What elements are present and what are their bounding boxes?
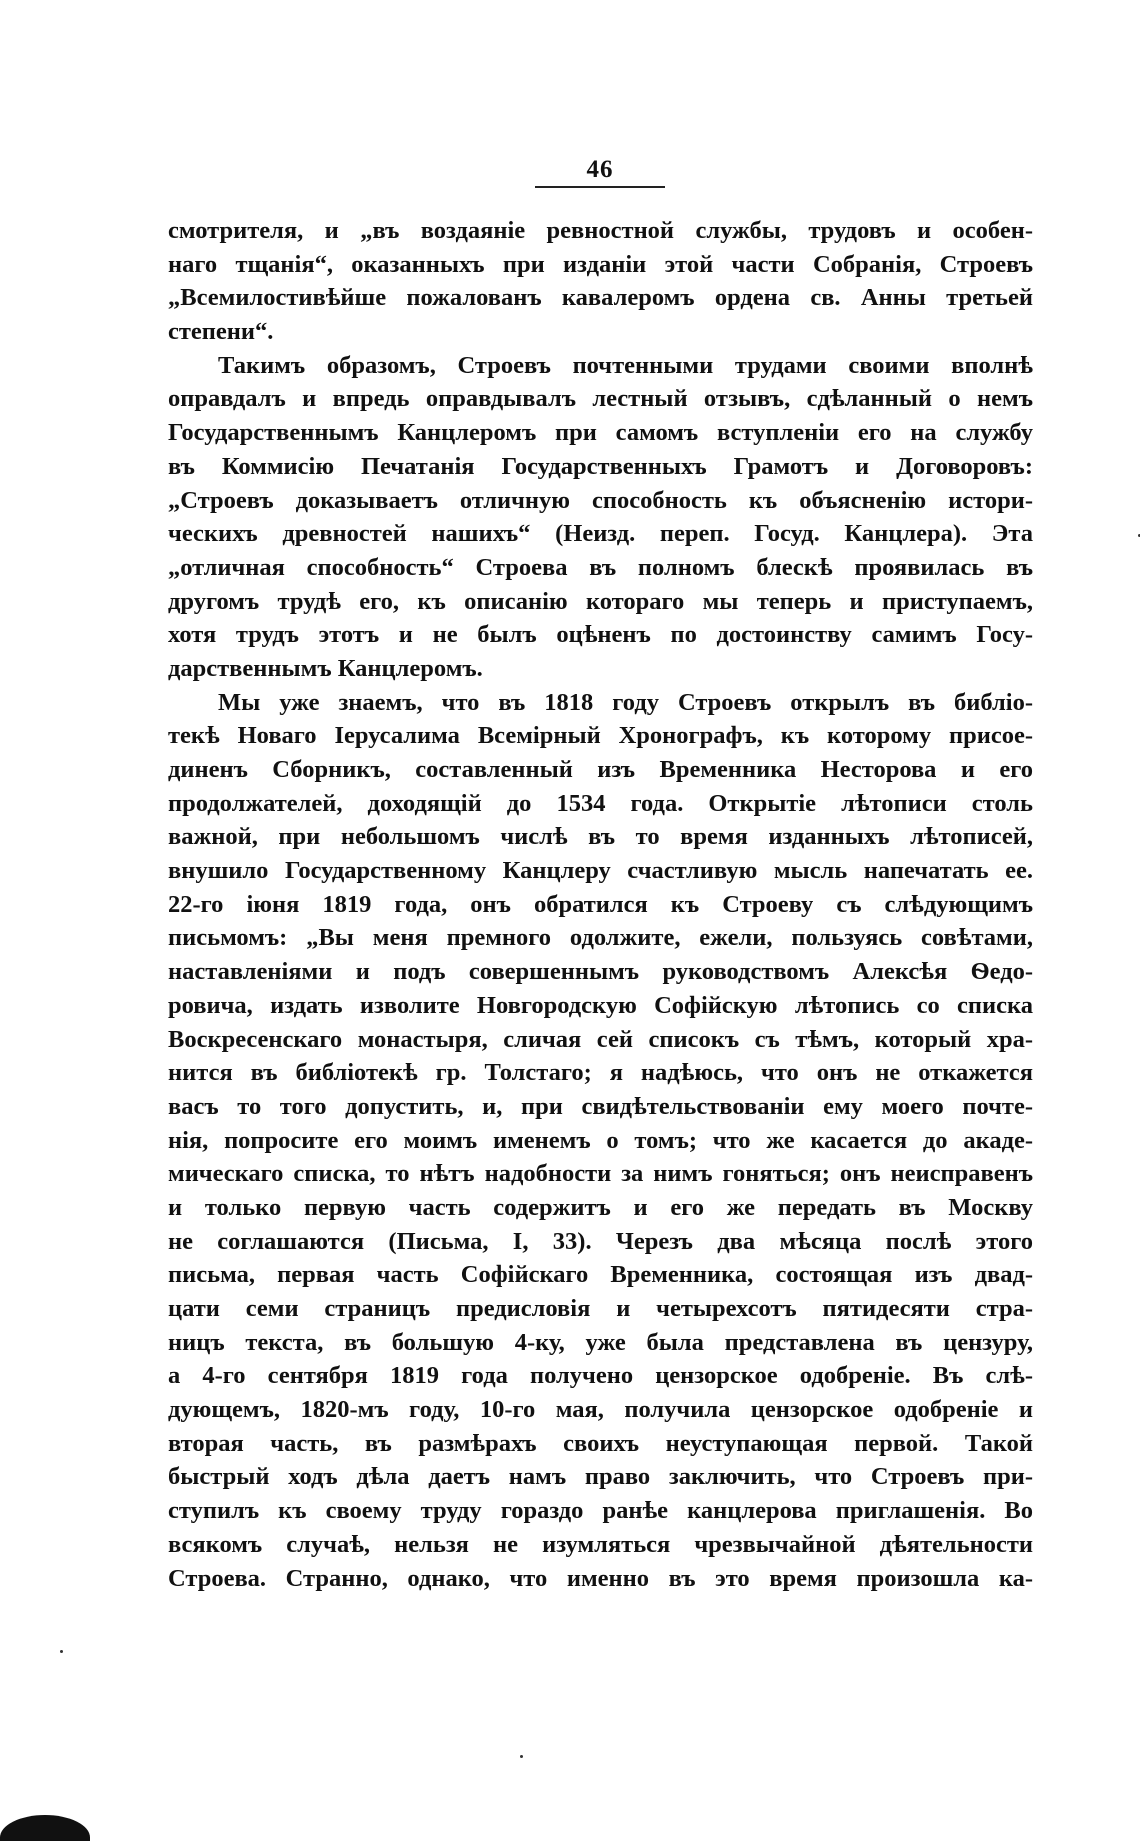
text-line: всякомъ случаѣ, нельзя не изумляться чрезвычайной дѣятельности <box>168 1530 1033 1558</box>
scan-speck <box>60 1650 63 1653</box>
text-line: ровича, издать изволите Новгородскую Софійскую лѣтопись со списка <box>168 991 1033 1019</box>
text-line: нія, попросите его моимъ именемъ о томъ; что же касается до акаде- <box>168 1126 1033 1154</box>
text-line: вторая часть, въ размѣрахъ своихъ неуступающая первой. Такой <box>168 1429 1033 1457</box>
text-line: текѣ Новаго Іерусалима Всемірный Хронографъ, къ которому присое- <box>168 722 1033 750</box>
page-number: 46 <box>586 156 614 183</box>
text-line: „отличная способность“ Строева въ полномъ блескѣ проявилась въ <box>168 553 1033 581</box>
text-line: „Строевъ доказываетъ отличную способность къ объясненію истори- <box>168 486 1033 514</box>
text-line: „Всемилостивѣйше пожалованъ кавалеромъ ордена св. Анны третьей <box>168 284 1033 312</box>
text-line: ступилъ къ своему труду гораздо ранѣе канцлерова приглашенія. Во <box>168 1497 1033 1525</box>
text-line: цати семи страницъ предисловія и четырехсотъ пятидесяти стра- <box>168 1295 1033 1322</box>
text-line: не соглашаются (Письма, I, 33). Черезъ два мѣсяца послѣ этого <box>168 1227 1033 1255</box>
text-line: Мы уже знаемъ, что въ 1818 году Строевъ открылъ въ библіо- <box>218 688 1033 716</box>
text-line: оправдалъ и впредь оправдывалъ лестный отзывъ, сдѣланный о немъ <box>168 385 1033 413</box>
text-line: Воскресенскаго монастыря, сличая сей списокъ съ тѣмъ, который хра- <box>168 1025 1033 1053</box>
text-line: мическаго списка, то нѣтъ надобности за нимъ гоняться; онъ неисправенъ <box>168 1160 1033 1188</box>
page-number-rule <box>535 186 665 188</box>
text-line: письмомъ: „Вы меня премного одолжите, ежели, пользуясь совѣтами, <box>168 924 1033 952</box>
text-line: наго тщанія“, оказанныхъ при изданіи этой части Собранія, Строевъ <box>168 250 1033 278</box>
text-line: 22-го іюня 1819 года, онъ обратился къ Строеву съ слѣдующимъ <box>168 890 1033 918</box>
text-line: а 4-го сентября 1819 года получено цензорское одобреніе. Въ слѣ- <box>168 1362 1033 1390</box>
text-line: наставленіями и подъ совершеннымъ руководствомъ Алексѣя Ѳедо- <box>168 958 1033 986</box>
text-line: хотя трудъ этотъ и не былъ оцѣненъ по достоинству самимъ Госу- <box>168 621 1033 649</box>
text-line: диненъ Сборникъ, составленный изъ Временника Несторова и его <box>168 756 1033 783</box>
text-line: другомъ трудѣ его, къ описанію котораго мы теперь и приступаемъ, <box>168 587 1033 615</box>
text-line: нится въ библіотекѣ гр. Толстаго; я надѣюсь, что онъ не откажется <box>168 1059 1033 1087</box>
text-line: дующемъ, 1820-мъ году, 10-го мая, получила цензорское одобреніе и <box>168 1396 1033 1424</box>
body-text <box>168 214 1033 1595</box>
text-line: смотрителя, и „въ воздаяніе ревностной службы, трудовъ и особен- <box>168 217 1033 244</box>
text-line: Государственнымъ Канцлеромъ при самомъ вступленіи его на службу <box>168 419 1033 447</box>
text-line: степени“. <box>168 318 274 346</box>
text-line: дарственнымъ Канцлеромъ. <box>168 654 483 682</box>
text-line: въ Коммисію Печатанія Государственныхъ Грамотъ и Договоровъ: <box>168 452 1033 480</box>
scan-speck <box>520 1755 523 1758</box>
text-line: быстрый ходъ дѣла даетъ намъ право заключить, что Строевъ при- <box>168 1463 1033 1491</box>
text-line: письма, первая часть Софійскаго Временника, состоящая изъ двад- <box>168 1261 1033 1289</box>
text-line: васъ то того допустить, и, при свидѣтельствованіи ему моего почте- <box>168 1092 1033 1120</box>
text-line: Строева. Странно, однако, что именно въ это время произошла ка- <box>168 1564 1033 1592</box>
text-line: ческихъ древностей нашихъ“ (Неизд. переп. Госуд. Канцлера). Эта <box>168 520 1033 548</box>
text-line: продолжателей, доходящій до 1534 года. Открытіе лѣтописи столь <box>168 789 1033 817</box>
text-line: ницъ текста, въ большую 4-ку, уже была представлена въ цензуру, <box>168 1328 1033 1356</box>
ink-blot <box>0 1815 90 1841</box>
text-line: Такимъ образомъ, Строевъ почтенными трудами своими вполнѣ <box>218 351 1033 379</box>
text-line: важной, при небольшомъ числѣ въ то время изданныхъ лѣтописей, <box>168 823 1033 851</box>
text-line: внушило Государственному Канцлеру счастливую мысль напечатать ее. <box>168 857 1033 885</box>
text-line: и только первую часть содержитъ и его же передать въ Москву <box>168 1193 1033 1221</box>
